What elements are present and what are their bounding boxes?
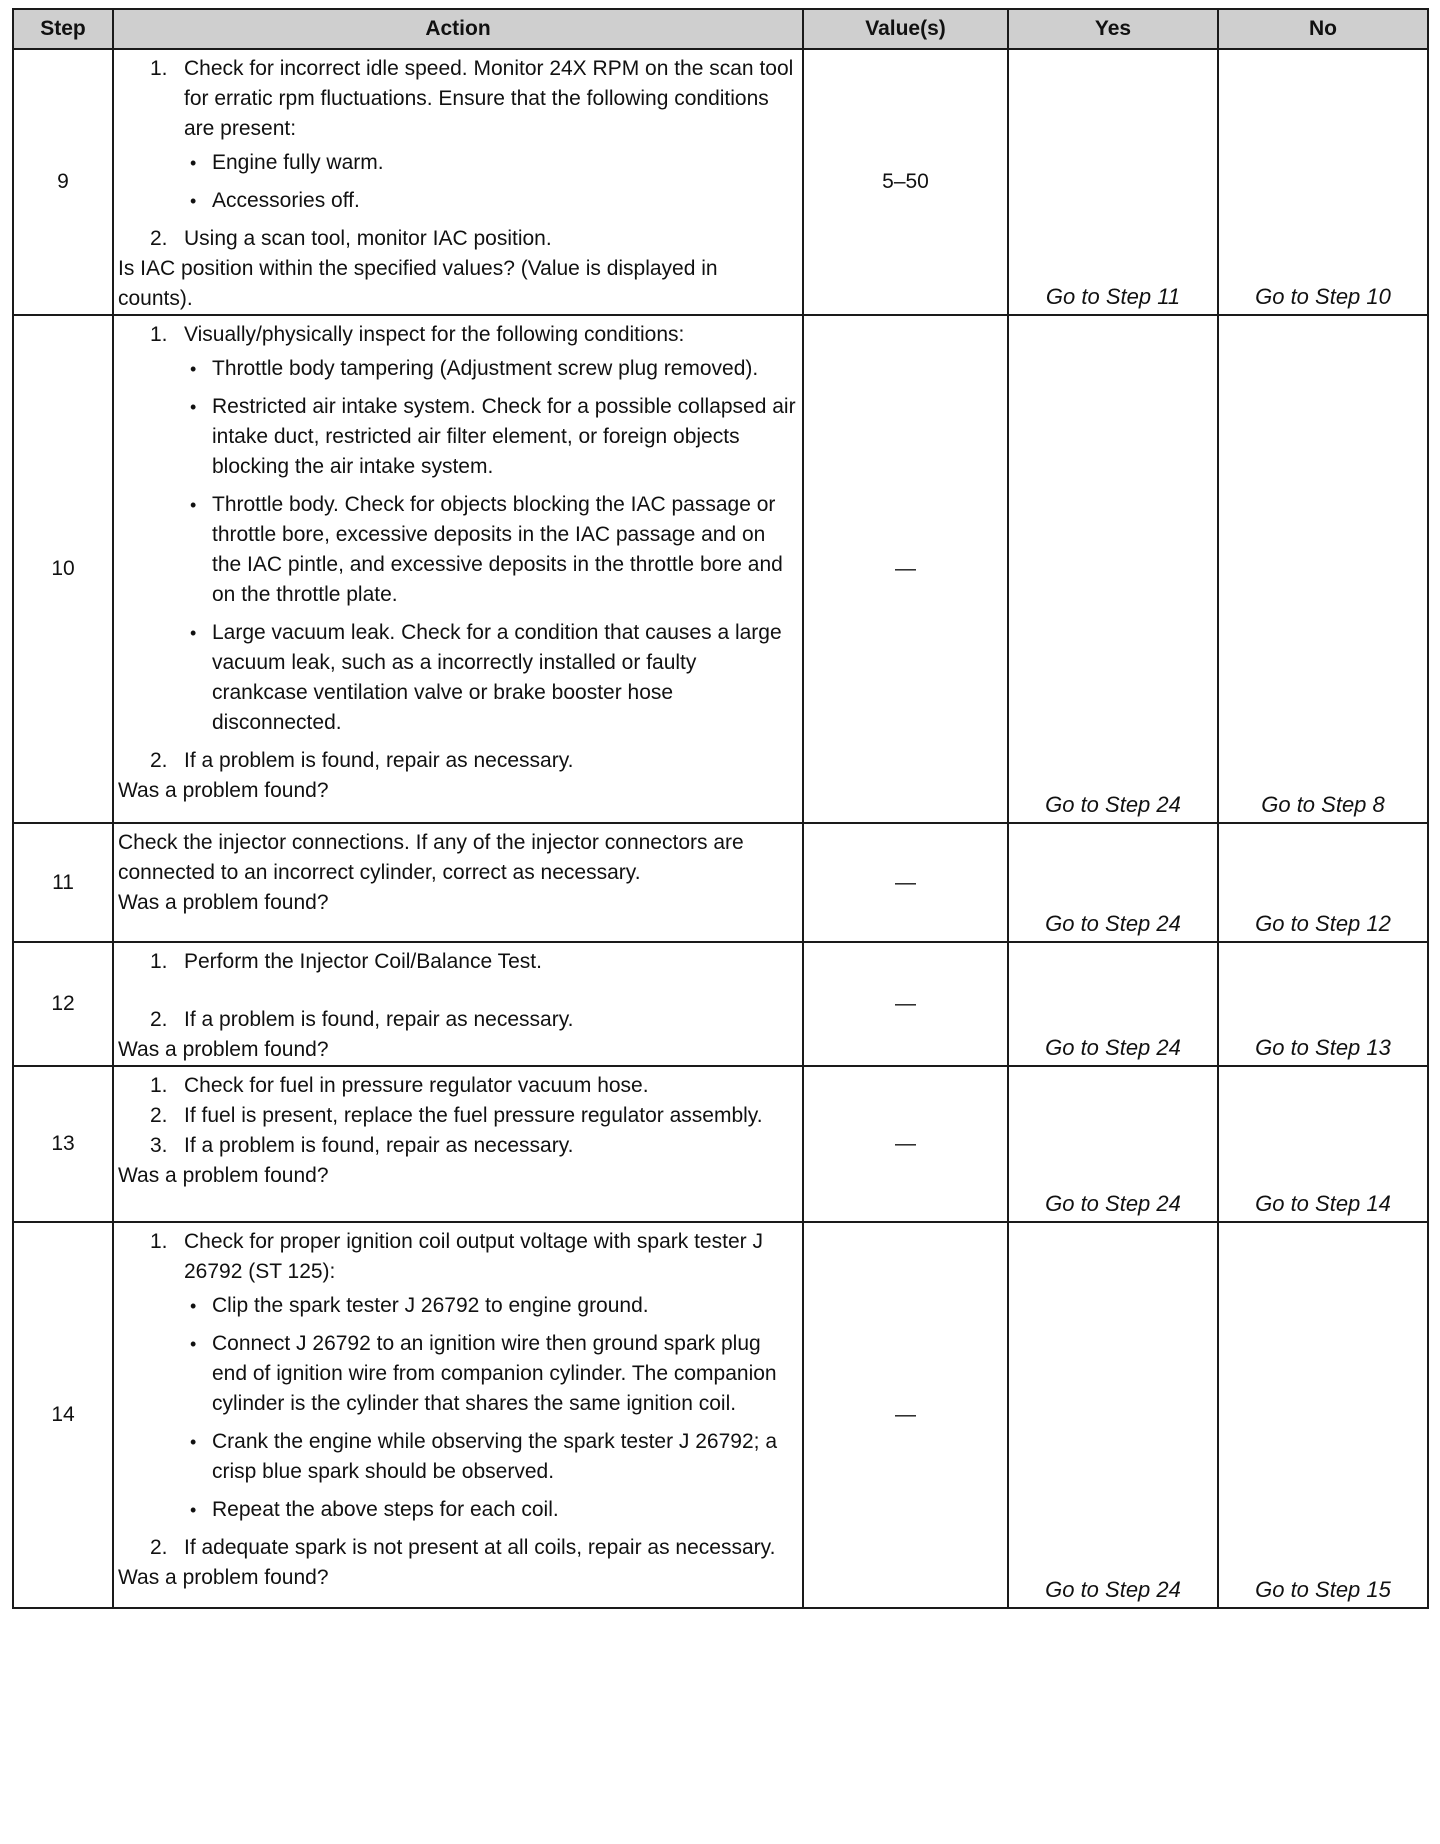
item-text: If a problem is found, repair as necessary. xyxy=(184,749,574,772)
diagnostic-table-page xyxy=(12,8,1427,1609)
item-text: Check for fuel in pressure regulator vacuum hose. xyxy=(184,1074,649,1097)
yes-destination: Go to Step 24 xyxy=(1008,315,1218,823)
bullet-item: • Throttle body. Check for objects blocking the IAC passage or throttle bore, excessive deposits in the IAC passage and on the IAC pintle, and excessive deposits in the throttle bore and on the throttle plate. xyxy=(190,493,783,606)
numbered-item xyxy=(114,947,802,977)
bullet-item: • Engine fully warm. xyxy=(190,151,384,174)
bullet-item: • Crank the engine while observing the spark tester J 26792; a crisp blue spark should be observed. xyxy=(190,1430,778,1483)
item-number: 2. xyxy=(150,227,168,250)
no-destination: Go to Step 13 xyxy=(1218,942,1428,1066)
step-number: 12 xyxy=(13,942,113,1066)
action-cell xyxy=(113,315,803,823)
numbered-item xyxy=(114,746,802,776)
question-text: Was a problem found? xyxy=(118,779,329,802)
bullet-item: • Restricted air intake system. Check for a possible collapsed air intake duct, restricted air filter element, or foreign objects blocking the air intake system. xyxy=(190,395,796,478)
yes-destination: Go to Step 11 xyxy=(1008,49,1218,315)
no-destination: Go to Step 8 xyxy=(1218,315,1428,823)
header-values: Value(s) xyxy=(803,9,1008,49)
header-action: Action xyxy=(113,9,803,49)
step-number: 13 xyxy=(13,1066,113,1222)
value-cell: 5–50 xyxy=(803,49,1008,315)
diagnostic-table xyxy=(12,8,1429,1609)
numbered-item xyxy=(114,54,802,144)
action-cell xyxy=(113,823,803,942)
numbered-item xyxy=(114,1227,802,1287)
question-text: Is IAC position within the specified values? (Value is displayed in counts). xyxy=(118,257,718,310)
value-cell: — xyxy=(803,823,1008,942)
bullet-group xyxy=(114,1291,802,1525)
table-row xyxy=(13,315,1428,823)
item-number: 2. xyxy=(150,1536,168,1559)
item-number: 1. xyxy=(150,1074,168,1097)
bullet-item: • Clip the spark tester J 26792 to engine ground. xyxy=(190,1294,649,1317)
table-row xyxy=(13,1066,1428,1222)
bullet-group xyxy=(114,354,802,738)
no-destination: Go to Step 12 xyxy=(1218,823,1428,942)
numbered-item xyxy=(114,224,802,254)
step-number: 11 xyxy=(13,823,113,942)
question-text: Was a problem found? xyxy=(118,891,329,914)
bullet-text: Connect J 26792 to an ignition wire then ground spark plug end of ignition wire from companion cylinder. The companion cylinder is the cylinder that shares the same ignition coil. xyxy=(212,1332,777,1415)
item-text: If a problem is found, repair as necessary. xyxy=(184,1134,574,1157)
item-number: 1. xyxy=(150,57,168,80)
bullet-text: Throttle body tampering (Adjustment screw plug removed). xyxy=(212,357,759,380)
item-number: 1. xyxy=(150,323,168,346)
action-cell xyxy=(113,1222,803,1608)
no-destination: Go to Step 14 xyxy=(1218,1066,1428,1222)
bullet-item: • Large vacuum leak. Check for a condition that causes a large vacuum leak, such as a incorrectly installed or faulty crankcase ventilation valve or brake booster hose disconnected. xyxy=(190,621,782,734)
bullet-text: Large vacuum leak. Check for a condition that causes a large vacuum leak, such as a incorrectly installed or faulty crankcase ventilation valve or brake booster hose disconnected. xyxy=(212,621,782,734)
bullet-text: Restricted air intake system. Check for a possible collapsed air intake duct, restricted air filter element, or foreign objects blocking the air intake system. xyxy=(212,395,796,478)
bullet-text: Crank the engine while observing the spark tester J 26792; a crisp blue spark should be observed. xyxy=(212,1430,778,1483)
bullet-text: Throttle body. Check for objects blocking the IAC passage or throttle bore, excessive deposits in the IAC passage and on the IAC pintle, and excessive deposits in the throttle bore and on the throttle plate. xyxy=(212,493,783,606)
numbered-item xyxy=(114,1533,802,1563)
value-cell: — xyxy=(803,1066,1008,1222)
value-cell: — xyxy=(803,942,1008,1066)
question-text: Was a problem found? xyxy=(118,1566,329,1589)
item-number: 2. xyxy=(150,749,168,772)
yes-destination: Go to Step 24 xyxy=(1008,1066,1218,1222)
bullet-text: Repeat the above steps for each coil. xyxy=(212,1498,559,1521)
no-destination: Go to Step 15 xyxy=(1218,1222,1428,1608)
step-number: 10 xyxy=(13,315,113,823)
item-number: 1. xyxy=(150,950,168,973)
bullet-item: • Accessories off. xyxy=(190,189,360,212)
item-text: If a problem is found, repair as necessary. xyxy=(184,1008,574,1031)
item-number: 2. xyxy=(150,1104,168,1127)
bullet-text: Accessories off. xyxy=(212,189,360,212)
value-cell: — xyxy=(803,1222,1008,1608)
step-number: 9 xyxy=(13,49,113,315)
question-text: Was a problem found? xyxy=(118,1038,329,1061)
action-text: Check the injector connections. If any of the injector connectors are connected to an incorrect cylinder, correct as necessary. xyxy=(118,831,744,884)
header-step: Step xyxy=(13,9,113,49)
yes-destination: Go to Step 24 xyxy=(1008,823,1218,942)
numbered-item xyxy=(114,1071,802,1101)
bullet-item: • Connect J 26792 to an ignition wire then ground spark plug end of ignition wire from companion cylinder. The companion cylinder is the cylinder that shares the same ignition coil. xyxy=(190,1332,777,1415)
item-text: If adequate spark is not present at all coils, repair as necessary. xyxy=(184,1536,776,1559)
item-text: Check for incorrect idle speed. Monitor 24X RPM on the scan tool for erratic rpm fluctuations. Ensure that the following conditions are present: xyxy=(184,57,794,140)
yes-destination: Go to Step 24 xyxy=(1008,942,1218,1066)
step-number: 14 xyxy=(13,1222,113,1608)
header-row xyxy=(13,9,1428,49)
header-no: No xyxy=(1218,9,1428,49)
bullet-item: • Throttle body tampering (Adjustment screw plug removed). xyxy=(190,357,759,380)
table-row xyxy=(13,49,1428,315)
bullet-group xyxy=(114,148,802,216)
value-cell: — xyxy=(803,315,1008,823)
item-text: Visually/physically inspect for the following conditions: xyxy=(184,323,685,346)
table-row xyxy=(13,823,1428,942)
item-number: 1. xyxy=(150,1230,168,1253)
action-cell xyxy=(113,1066,803,1222)
bullet-text: Engine fully warm. xyxy=(212,151,384,174)
item-number: 2. xyxy=(150,1008,168,1031)
item-number: 3. xyxy=(150,1134,168,1157)
action-cell xyxy=(113,49,803,315)
question-text: Was a problem found? xyxy=(118,1164,329,1187)
header-yes: Yes xyxy=(1008,9,1218,49)
action-cell xyxy=(113,942,803,1066)
table-row xyxy=(13,942,1428,1066)
bullet-item: • Repeat the above steps for each coil. xyxy=(190,1498,559,1521)
numbered-item xyxy=(114,320,802,350)
numbered-item xyxy=(114,1101,802,1131)
yes-destination: Go to Step 24 xyxy=(1008,1222,1218,1608)
numbered-item xyxy=(114,1131,802,1161)
numbered-item xyxy=(114,1005,802,1035)
table-row xyxy=(13,1222,1428,1608)
item-text: Using a scan tool, monitor IAC position. xyxy=(184,227,552,250)
item-text: If fuel is present, replace the fuel pressure regulator assembly. xyxy=(184,1104,763,1127)
bullet-text: Clip the spark tester J 26792 to engine ground. xyxy=(212,1294,649,1317)
no-destination: Go to Step 10 xyxy=(1218,49,1428,315)
item-text: Check for proper ignition coil output voltage with spark tester J 26792 (ST 125): xyxy=(184,1230,763,1283)
item-text: Perform the Injector Coil/Balance Test. xyxy=(184,950,542,973)
